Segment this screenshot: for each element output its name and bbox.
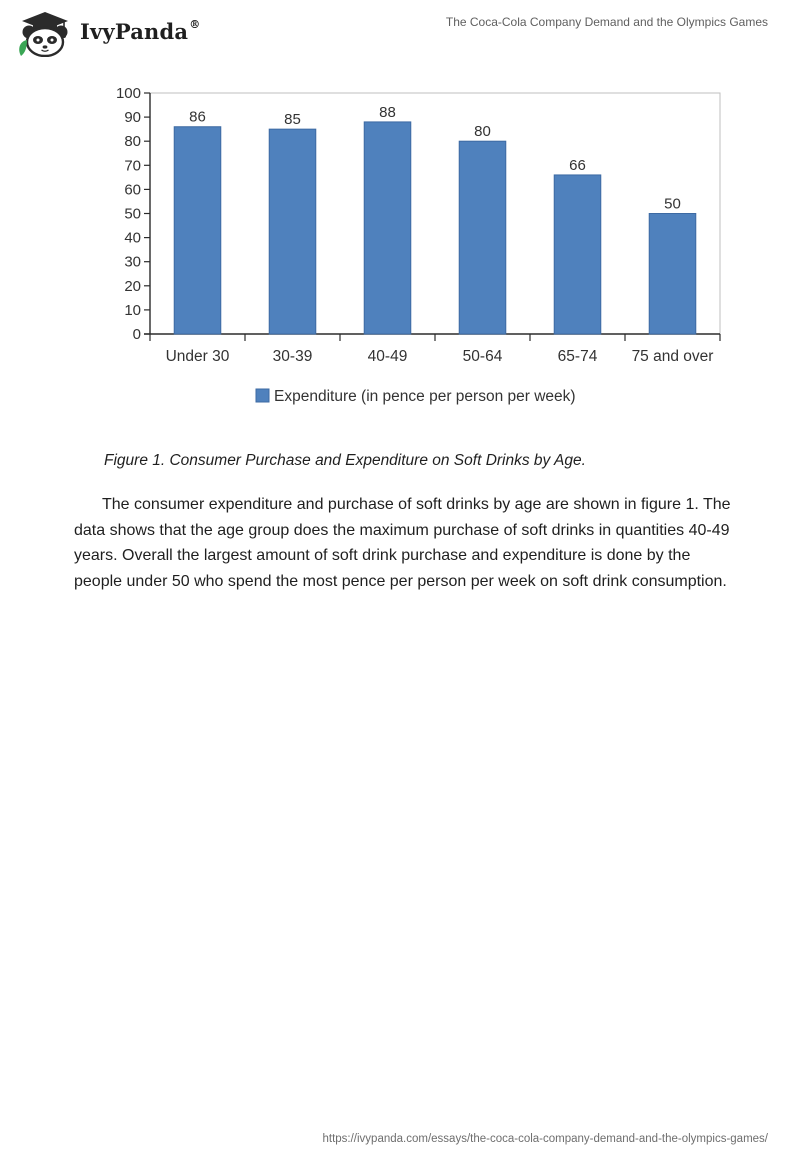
bar-3 xyxy=(459,141,506,334)
data-label-4: 66 xyxy=(569,156,586,174)
y-tick-label-10: 10 xyxy=(124,301,141,319)
chart-canvas xyxy=(100,80,730,420)
page-header xyxy=(0,0,800,60)
y-tick-label-100: 100 xyxy=(115,85,141,102)
y-tick-label-80: 80 xyxy=(124,133,141,151)
x-tick-label-4: 65-74 xyxy=(557,348,598,365)
plot-area xyxy=(150,93,720,334)
data-label-0: 86 xyxy=(189,108,206,126)
expenditure-bar-chart xyxy=(100,80,730,420)
registered-mark: ® xyxy=(189,18,201,31)
bar-5 xyxy=(649,214,696,335)
x-tick-label-0: Under 30 xyxy=(165,348,230,365)
x-tick-label-1: 30-39 xyxy=(272,348,313,365)
body-paragraph: The consumer expenditure and purchase of soft drinks by age are shown in figure 1. The data shows that the age group does the maximum purchase of soft drinks in quantities 40-49 years. Overall the largest amount of soft drink purchase and expenditure is done by the people under 50 who spend the most pence per person per week on soft drink consumption. xyxy=(74,496,731,590)
y-tick-label-50: 50 xyxy=(124,205,141,223)
data-label-5: 50 xyxy=(664,195,681,213)
bar-2 xyxy=(364,122,411,334)
y-tick-label-40: 40 xyxy=(124,229,141,247)
y-tick-label-20: 20 xyxy=(124,277,141,295)
brand-name[interactable]: IvyPanda® xyxy=(80,18,201,44)
data-label-3: 80 xyxy=(474,123,491,141)
x-tick-label-5: 75 and over xyxy=(631,348,714,365)
panda-logo-icon[interactable] xyxy=(14,9,76,57)
data-label-2: 88 xyxy=(379,103,396,121)
legend-label: Expenditure (in pence per person per week) xyxy=(274,388,576,405)
footer-url-link[interactable]: https://ivypanda.com/essays/the-coca-cola-company-demand-and-the-olympics-games/ xyxy=(322,1133,768,1145)
bar-0 xyxy=(174,127,221,334)
x-tick-label-3: 50-64 xyxy=(462,348,503,365)
y-tick-label-0: 0 xyxy=(132,326,141,343)
y-tick-label-70: 70 xyxy=(124,157,141,175)
bar-1 xyxy=(269,129,316,334)
data-label-1: 85 xyxy=(284,111,301,129)
bar-4 xyxy=(554,175,601,334)
document-title: The Coca-Cola Company Demand and the Olympics Games xyxy=(445,15,768,29)
y-tick-label-30: 30 xyxy=(124,253,141,271)
y-tick-label-90: 90 xyxy=(124,109,141,127)
x-tick-label-2: 40-49 xyxy=(367,348,408,365)
y-tick-label-60: 60 xyxy=(124,181,141,199)
figure-caption: Figure 1. Consumer Purchase and Expenditure on Soft Drinks by Age. xyxy=(104,452,586,469)
legend-swatch xyxy=(256,389,269,402)
